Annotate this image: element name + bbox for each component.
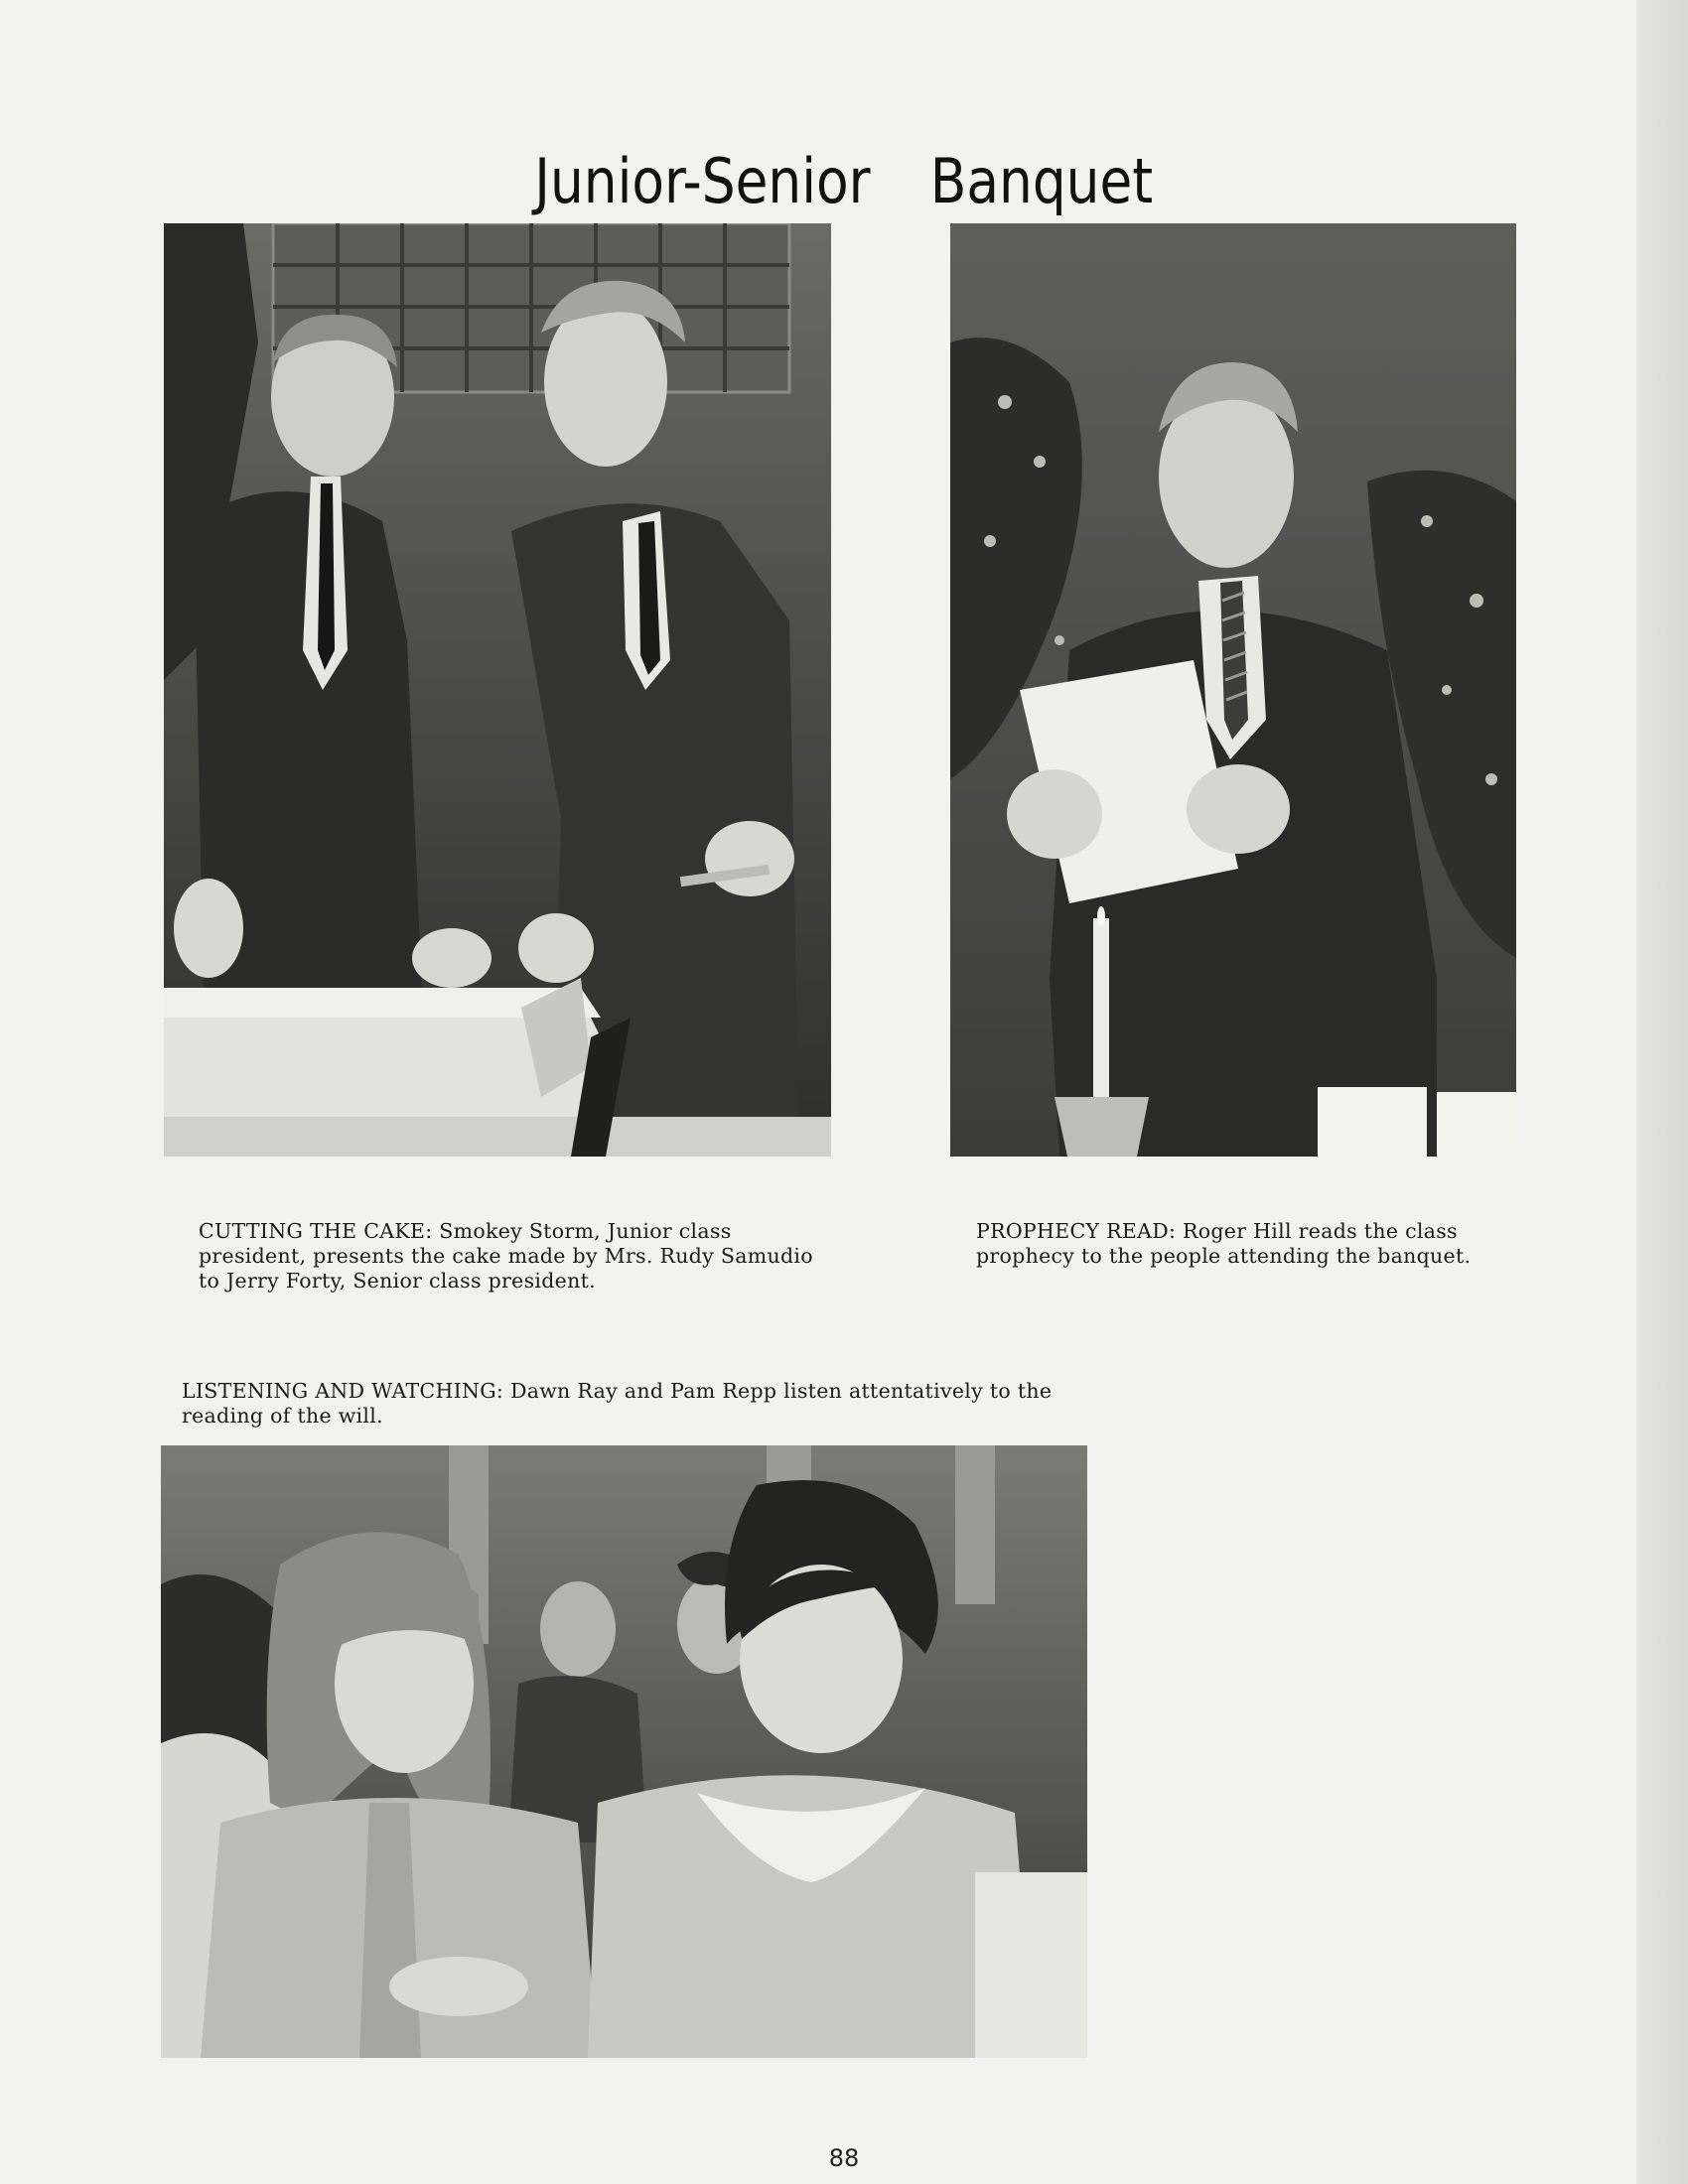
caption-cutting-the-cake: CUTTING THE CAKE: Smokey Storm, Junior class president, presents the cake made by Mrs. Rudy Samudio to Jerry Forty, Senior class president. xyxy=(199,1218,813,1293)
caption-prophecy-read: PROPHECY READ: Roger Hill reads the class prophecy to the people attending the banquet. xyxy=(976,1218,1472,1268)
page-title-part1: Junior-Senior xyxy=(534,144,871,217)
page-title xyxy=(118,145,1570,217)
page-edge-shadow xyxy=(1636,0,1688,2184)
caption-listening-and-watching: LISTENING AND WATCHING: Dawn Ray and Pam Repp listen attentatively to the reading of the will. xyxy=(182,1378,1053,1428)
page-title-part2: Banquet xyxy=(929,144,1154,217)
photo-prophecy-read xyxy=(950,223,1516,1157)
page-number: 88 xyxy=(828,2144,860,2172)
photo-listening-and-watching xyxy=(161,1445,1087,2058)
photo-cutting-the-cake xyxy=(164,223,831,1157)
